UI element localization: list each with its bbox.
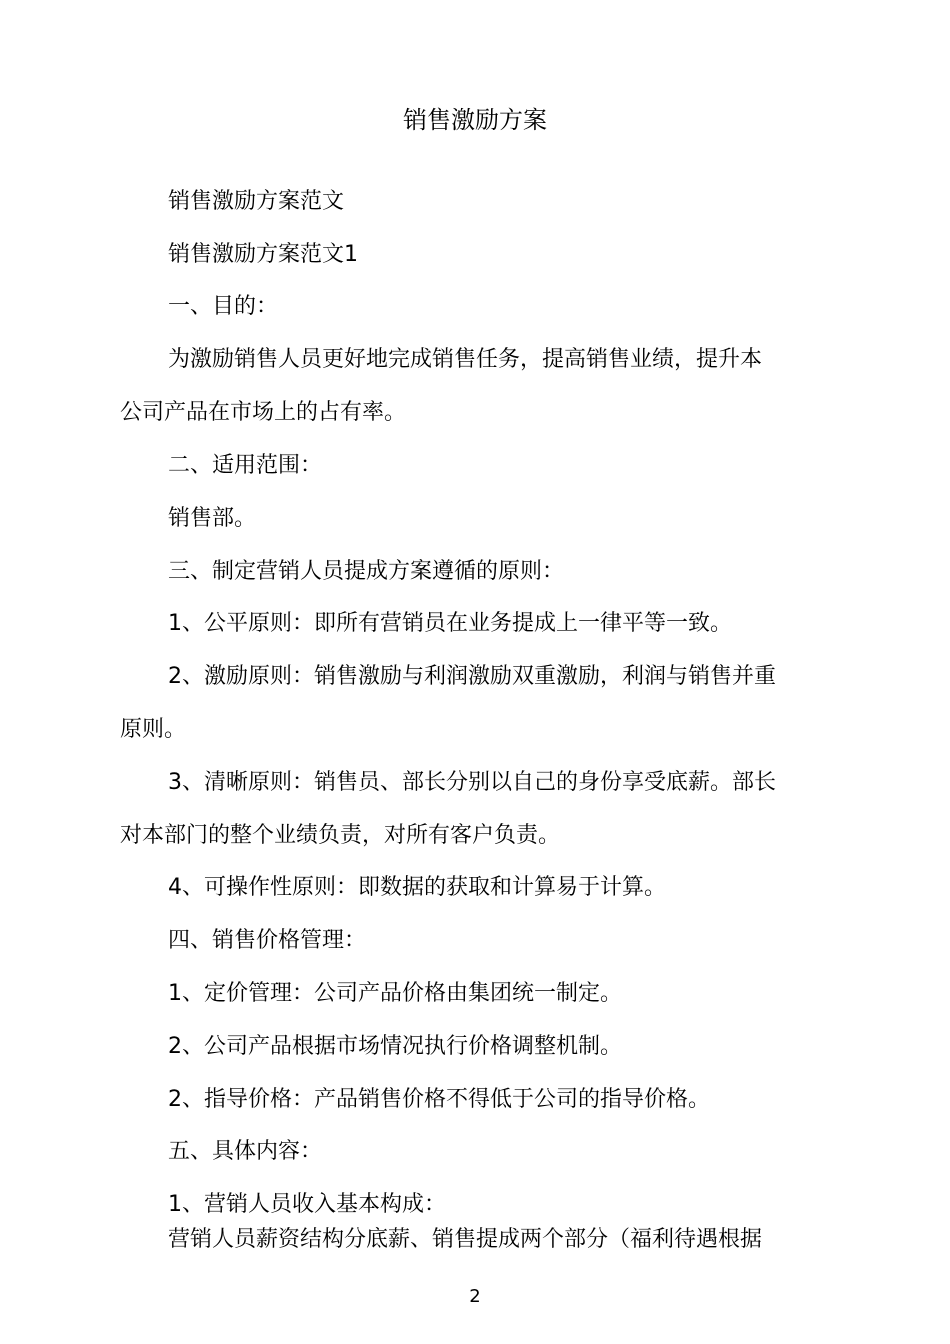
text-line: 2、激励原则：销售激励与利润激励双重激励，利润与销售并重 bbox=[168, 664, 776, 689]
document-title: 销售激励方案 bbox=[403, 106, 547, 134]
text-line: 销售部。 bbox=[168, 506, 257, 531]
text-line: 3、清晰原则：销售员、部长分别以自己的身份享受底薪。部长 bbox=[168, 770, 776, 795]
text-line: 原则。 bbox=[120, 717, 187, 742]
section-heading: 五、具体内容： bbox=[168, 1139, 323, 1164]
text-line: 1、营销人员收入基本构成： bbox=[168, 1192, 446, 1217]
section-heading: 一、目的： bbox=[168, 294, 279, 319]
text-line: 销售激励方案范文1 bbox=[168, 242, 358, 267]
text-line: 销售激励方案范文 bbox=[168, 189, 345, 214]
section-heading: 三、制定营销人员提成方案遵循的原则： bbox=[168, 559, 565, 584]
text-line: 2、公司产品根据市场情况执行价格调整机制。 bbox=[168, 1034, 622, 1059]
text-line: 4、可操作性原则：即数据的获取和计算易于计算。 bbox=[168, 875, 666, 900]
text-line: 为激励销售人员更好地完成销售任务，提高销售业绩，提升本 bbox=[168, 347, 763, 372]
text-line: 1、公平原则：即所有营销员在业务提成上一律平等一致。 bbox=[168, 611, 732, 636]
section-heading: 二、适用范围： bbox=[168, 453, 323, 478]
text-line: 1、定价管理：公司产品价格由集团统一制定。 bbox=[168, 981, 622, 1006]
text-line: 营销人员薪资结构分底薪、销售提成两个部分（福利待遇根据 bbox=[168, 1227, 763, 1252]
text-line: 2、指导价格：产品销售价格不得低于公司的指导价格。 bbox=[168, 1087, 710, 1112]
section-heading: 四、销售价格管理： bbox=[168, 928, 367, 953]
text-line: 对本部门的整个业绩负责，对所有客户负责。 bbox=[120, 823, 561, 848]
text-line: 公司产品在市场上的占有率。 bbox=[120, 400, 407, 425]
page-number: 2 bbox=[469, 1286, 481, 1307]
